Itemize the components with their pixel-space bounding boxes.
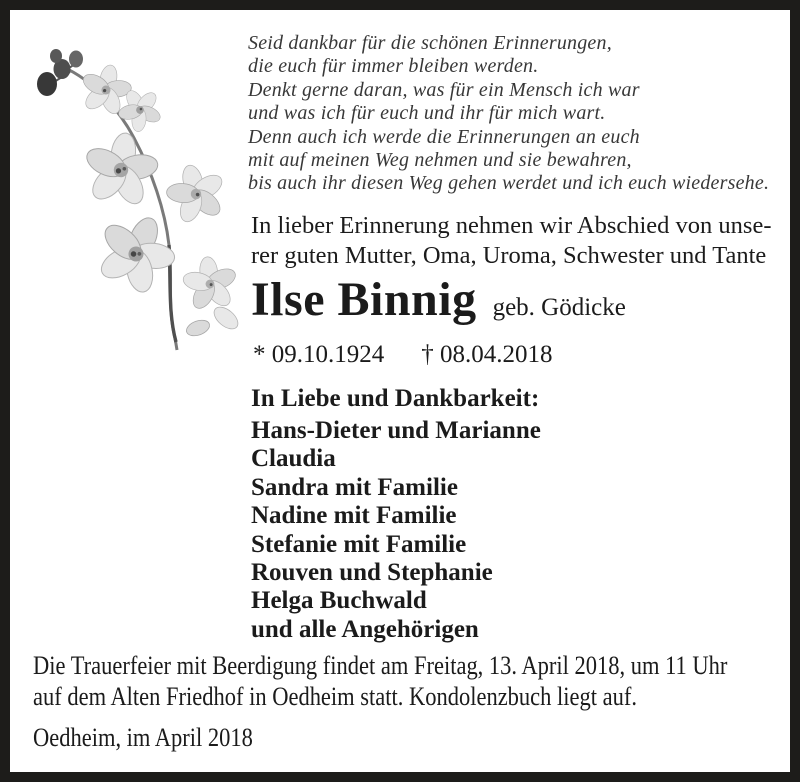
orchid-blossom <box>83 202 189 306</box>
orchid-flower-image <box>18 32 246 354</box>
poem-line: mit auf meinen Weg nehmen und sie bewahren, <box>248 149 632 172</box>
orchid-blossom <box>77 128 165 212</box>
death-date: † 08.04.2018 <box>421 341 553 368</box>
poem-line: Seid dankbar für die schönen Erinnerungen, <box>248 32 612 54</box>
orchid-blossom <box>159 158 233 230</box>
maiden-name: geb. Gödicke <box>492 294 626 321</box>
poem-line: Denn auch ich werde die Erinnerungen an euch <box>248 125 640 148</box>
mourner-name: Hans-Dieter und Marianne <box>251 417 541 444</box>
deceased-name-row <box>251 272 626 327</box>
place-date-line: Oedheim, im April 2018 <box>33 723 253 752</box>
life-dates <box>253 341 553 369</box>
mourner-name: Rouven und Stephanie <box>251 559 493 587</box>
poem-line: die euch für immer bleiben werden. <box>248 55 539 78</box>
intro-line: rer guten Mutter, Oma, Uroma, Schwester und Tante <box>251 241 767 269</box>
funeral-line: auf dem Alten Friedhof in Oedheim statt. Kondolenzbuch liegt auf. <box>33 682 637 711</box>
orchid-blossom <box>179 254 242 314</box>
poem-line: bis auch ihr diesen Weg gehen werdet und ich euch wiedersehe. <box>248 172 770 195</box>
intro-line: In lieber Erinnerung nehmen wir Abschied von unse- <box>251 212 772 239</box>
birth-date: * 09.10.1924 <box>253 341 385 368</box>
deceased-name: Ilse Binnig <box>251 273 477 326</box>
funeral-info <box>33 650 794 753</box>
memorial-poem <box>248 32 769 196</box>
mourners-list <box>251 417 541 644</box>
poem-line: und was ich für euch und ihr für mich wart. <box>248 102 606 125</box>
mourner-name: Helga Buchwald <box>251 587 427 615</box>
funeral-line: Die Trauerfeier mit Beerdigung findet am Freitag, 13. April 2018, um 11 Uhr <box>33 651 728 680</box>
mourner-name: Nadine mit Familie <box>251 502 457 530</box>
mourner-name: Claudia <box>251 445 336 473</box>
family-heading: In Liebe und Dankbarkeit: <box>251 385 540 412</box>
mourner-name: und alle Angehörigen <box>251 615 479 643</box>
farewell-intro <box>251 211 771 270</box>
poem-line: Denkt gerne daran, was für ein Mensch ich war <box>248 78 640 101</box>
mourner-name: Sandra mit Familie <box>251 473 458 501</box>
orchid-branch-svg <box>18 32 246 354</box>
mourner-name: Stefanie mit Familie <box>251 530 467 558</box>
